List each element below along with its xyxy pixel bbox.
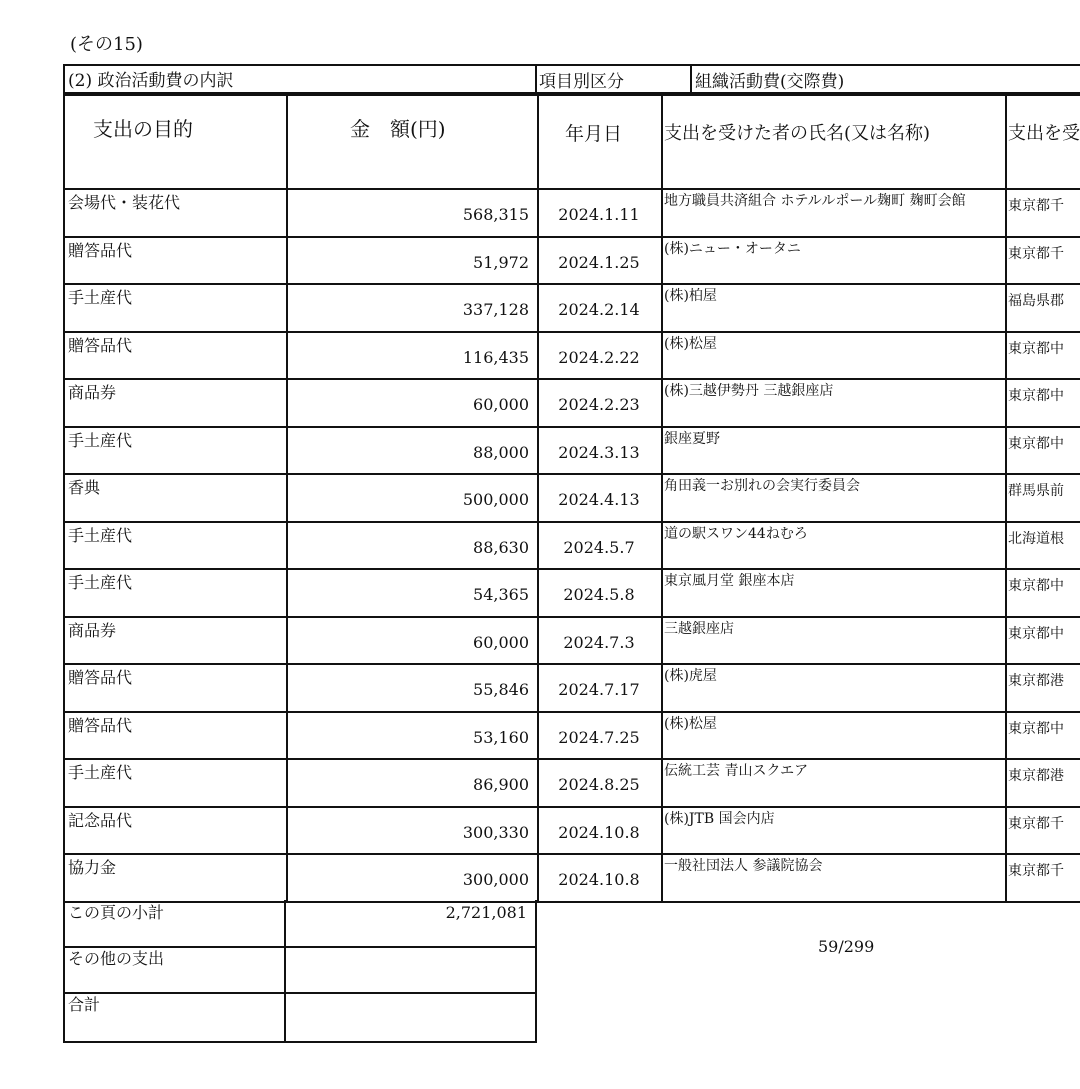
row-amount: 337,128 — [462, 300, 529, 319]
row-recipient-cell — [661, 711, 1007, 760]
row-amount: 55,846 — [473, 680, 529, 699]
page-label: (その15) — [70, 34, 143, 55]
row-recipient: (株)虎屋 — [664, 668, 717, 684]
row-recipient: (株)柏屋 — [664, 288, 717, 304]
row-purpose: 贈答品代 — [68, 668, 133, 687]
row-recipient: 銀座夏野 — [664, 431, 720, 447]
header-amount: 金 額(円) — [350, 117, 446, 141]
row-amount: 568,315 — [462, 205, 529, 224]
row-amount-cell — [286, 283, 539, 333]
row-date: 2024.7.17 — [558, 680, 640, 699]
other-label-cell — [65, 946, 286, 994]
divider — [690, 64, 692, 94]
row-recipient: 東京風月堂 銀座本店 — [664, 573, 795, 589]
row-recipient-cell — [661, 568, 1007, 618]
row-recipient-cell — [661, 283, 1007, 333]
row-amount-cell — [286, 853, 539, 903]
row-amount-cell — [286, 426, 539, 475]
expense-table — [63, 94, 1080, 902]
header-amount-cell — [286, 96, 539, 190]
row-purpose-cell — [65, 806, 288, 855]
row-date: 2024.7.25 — [558, 728, 640, 747]
row-purpose: 協力金 — [68, 858, 117, 877]
row-address: 北海道根 — [1008, 531, 1064, 547]
row-amount-cell — [286, 711, 539, 760]
row-purpose-cell — [65, 663, 288, 713]
row-purpose: 商品券 — [68, 621, 117, 640]
row-recipient-cell — [661, 473, 1007, 523]
row-address-cell — [1005, 378, 1080, 428]
row-address: 福島県郡 — [1008, 293, 1064, 309]
other-label: その他の支出 — [68, 949, 165, 968]
header-address-cell — [1005, 96, 1080, 190]
row-date-cell — [537, 188, 663, 238]
row-recipient-cell — [661, 188, 1007, 238]
row-amount-cell — [286, 473, 539, 523]
row-purpose: 会場代・装花代 — [68, 193, 181, 212]
subtotal-value-cell — [284, 900, 537, 948]
row-address: 東京都中 — [1008, 436, 1064, 452]
row-date: 2024.8.25 — [558, 775, 640, 794]
row-purpose: 香典 — [68, 478, 101, 497]
row-amount-cell — [286, 188, 539, 238]
row-amount-cell — [286, 378, 539, 428]
row-date: 2024.1.25 — [558, 253, 640, 272]
row-date-cell — [537, 331, 663, 380]
totals-block — [63, 900, 535, 1043]
row-purpose-cell — [65, 616, 288, 665]
row-amount-cell — [286, 568, 539, 618]
row-date-cell — [537, 378, 663, 428]
row-date-cell — [537, 853, 663, 903]
row-address-cell — [1005, 711, 1080, 760]
row-purpose-cell — [65, 283, 288, 333]
row-address-cell — [1005, 283, 1080, 333]
row-purpose: 贈答品代 — [68, 716, 133, 735]
row-date-cell — [537, 283, 663, 333]
row-amount: 500,000 — [462, 490, 529, 509]
row-address-cell — [1005, 806, 1080, 855]
row-address-cell — [1005, 188, 1080, 238]
row-address: 東京都千 — [1008, 863, 1064, 879]
row-address-cell — [1005, 236, 1080, 285]
row-address: 東京都港 — [1008, 673, 1064, 689]
row-address-cell — [1005, 331, 1080, 380]
header-purpose-cell — [65, 96, 288, 190]
row-purpose-cell — [65, 426, 288, 475]
row-purpose: 手土産代 — [68, 573, 133, 592]
other-value-cell — [284, 946, 537, 994]
row-address-cell — [1005, 521, 1080, 570]
row-purpose: 手土産代 — [68, 431, 133, 450]
row-date-cell — [537, 758, 663, 808]
total-label: 合計 — [68, 995, 101, 1014]
row-amount-cell — [286, 806, 539, 855]
row-address: 東京都中 — [1008, 626, 1064, 642]
row-date: 2024.1.11 — [558, 205, 640, 224]
row-recipient-cell — [661, 663, 1007, 713]
row-date: 2024.2.14 — [558, 300, 640, 319]
row-amount-cell — [286, 236, 539, 285]
row-amount: 60,000 — [473, 633, 529, 652]
row-address: 東京都千 — [1008, 246, 1064, 262]
subtotal-label: この頁の小計 — [68, 903, 165, 922]
row-date-cell — [537, 236, 663, 285]
row-purpose: 手土産代 — [68, 763, 133, 782]
row-date: 2024.4.13 — [558, 490, 640, 509]
row-purpose-cell — [65, 853, 288, 903]
row-address: 東京都中 — [1008, 721, 1064, 737]
row-date: 2024.3.13 — [558, 443, 640, 462]
row-date: 2024.2.22 — [558, 348, 640, 367]
row-address-cell — [1005, 426, 1080, 475]
row-recipient: (株)松屋 — [664, 336, 717, 352]
row-address-cell — [1005, 473, 1080, 523]
subtotal-label-cell — [65, 900, 286, 948]
header-address: 支出を受 — [1008, 123, 1080, 144]
row-date-cell — [537, 426, 663, 475]
row-date-cell — [537, 473, 663, 523]
row-recipient-cell — [661, 853, 1007, 903]
row-address-cell — [1005, 853, 1080, 903]
row-recipient: (株)ニュー・オータニ — [664, 241, 801, 257]
row-recipient-cell — [661, 236, 1007, 285]
row-date: 2024.7.3 — [563, 633, 635, 652]
row-recipient: 一般社団法人 参議院協会 — [664, 858, 823, 874]
row-purpose: 商品券 — [68, 383, 117, 402]
category-label: 項目別区分 — [539, 72, 624, 92]
section-title: (2) 政治活動費の内訳 — [68, 71, 234, 91]
row-address-cell — [1005, 663, 1080, 713]
row-recipient: (株)三越伊勢丹 三越銀座店 — [664, 383, 834, 399]
row-amount-cell — [286, 616, 539, 665]
total-value-cell — [284, 992, 537, 1043]
row-date-cell — [537, 568, 663, 618]
row-purpose: 記念品代 — [68, 811, 133, 830]
row-address: 東京都中 — [1008, 388, 1064, 404]
row-date: 2024.10.8 — [558, 823, 640, 842]
row-purpose: 贈答品代 — [68, 336, 133, 355]
page-number: 59/299 — [818, 937, 875, 956]
row-recipient-cell — [661, 331, 1007, 380]
header-purpose: 支出の目的 — [93, 117, 193, 141]
row-amount: 300,000 — [462, 870, 529, 889]
row-address-cell — [1005, 616, 1080, 665]
row-purpose-cell — [65, 521, 288, 570]
row-recipient: 三越銀座店 — [664, 621, 734, 637]
row-purpose-cell — [65, 758, 288, 808]
row-amount: 54,365 — [473, 585, 529, 604]
row-recipient: 伝統工芸 青山スクエア — [664, 763, 809, 779]
header-recipient: 支出を受けた者の氏名(又は名称) — [664, 123, 931, 144]
row-recipient-cell — [661, 758, 1007, 808]
row-amount: 116,435 — [462, 348, 529, 367]
header-date: 年月日 — [565, 123, 623, 145]
row-date-cell — [537, 663, 663, 713]
row-amount-cell — [286, 331, 539, 380]
row-address: 東京都中 — [1008, 341, 1064, 357]
row-address-cell — [1005, 568, 1080, 618]
row-recipient: 角田義一お別れの会実行委員会 — [664, 478, 860, 494]
header-date-cell — [537, 96, 663, 190]
row-amount: 86,900 — [473, 775, 529, 794]
row-date-cell — [537, 711, 663, 760]
row-purpose-cell — [65, 568, 288, 618]
subtotal-value: 2,721,081 — [445, 903, 527, 922]
row-amount: 60,000 — [473, 395, 529, 414]
header-recipient-cell — [661, 96, 1007, 190]
row-date: 2024.2.23 — [558, 395, 640, 414]
row-amount-cell — [286, 663, 539, 713]
row-date-cell — [537, 616, 663, 665]
category-value: 組織活動費(交際費) — [695, 72, 845, 92]
row-purpose-cell — [65, 473, 288, 523]
total-label-cell — [65, 992, 286, 1043]
row-address: 群馬県前 — [1008, 483, 1064, 499]
row-address: 東京都千 — [1008, 198, 1064, 214]
row-recipient-cell — [661, 378, 1007, 428]
row-recipient-cell — [661, 426, 1007, 475]
row-amount-cell — [286, 521, 539, 570]
row-purpose-cell — [65, 188, 288, 238]
row-address: 東京都千 — [1008, 816, 1064, 832]
row-amount: 51,972 — [473, 253, 529, 272]
row-purpose: 手土産代 — [68, 288, 133, 307]
row-purpose-cell — [65, 378, 288, 428]
row-amount-cell — [286, 758, 539, 808]
row-amount: 53,160 — [473, 728, 529, 747]
row-recipient: 道の駅スワン44ねむろ — [664, 526, 808, 542]
row-date-cell — [537, 806, 663, 855]
row-date: 2024.10.8 — [558, 870, 640, 889]
row-purpose: 手土産代 — [68, 526, 133, 545]
row-recipient-cell — [661, 806, 1007, 855]
row-address-cell — [1005, 758, 1080, 808]
row-address: 東京都港 — [1008, 768, 1064, 784]
row-date: 2024.5.8 — [563, 585, 635, 604]
row-purpose-cell — [65, 711, 288, 760]
row-recipient: 地方職員共済組合 ホテルルポール麹町 麹町会館 — [664, 193, 966, 209]
row-amount: 88,000 — [473, 443, 529, 462]
row-purpose-cell — [65, 331, 288, 380]
row-date: 2024.5.7 — [563, 538, 635, 557]
row-purpose-cell — [65, 236, 288, 285]
row-recipient: (株)JTB 国会内店 — [664, 811, 775, 827]
row-purpose: 贈答品代 — [68, 241, 133, 260]
row-recipient-cell — [661, 616, 1007, 665]
divider — [535, 64, 537, 94]
row-recipient-cell — [661, 521, 1007, 570]
row-amount: 88,630 — [473, 538, 529, 557]
row-address: 東京都中 — [1008, 578, 1064, 594]
row-date-cell — [537, 521, 663, 570]
row-recipient: (株)松屋 — [664, 716, 717, 732]
row-amount: 300,330 — [462, 823, 529, 842]
